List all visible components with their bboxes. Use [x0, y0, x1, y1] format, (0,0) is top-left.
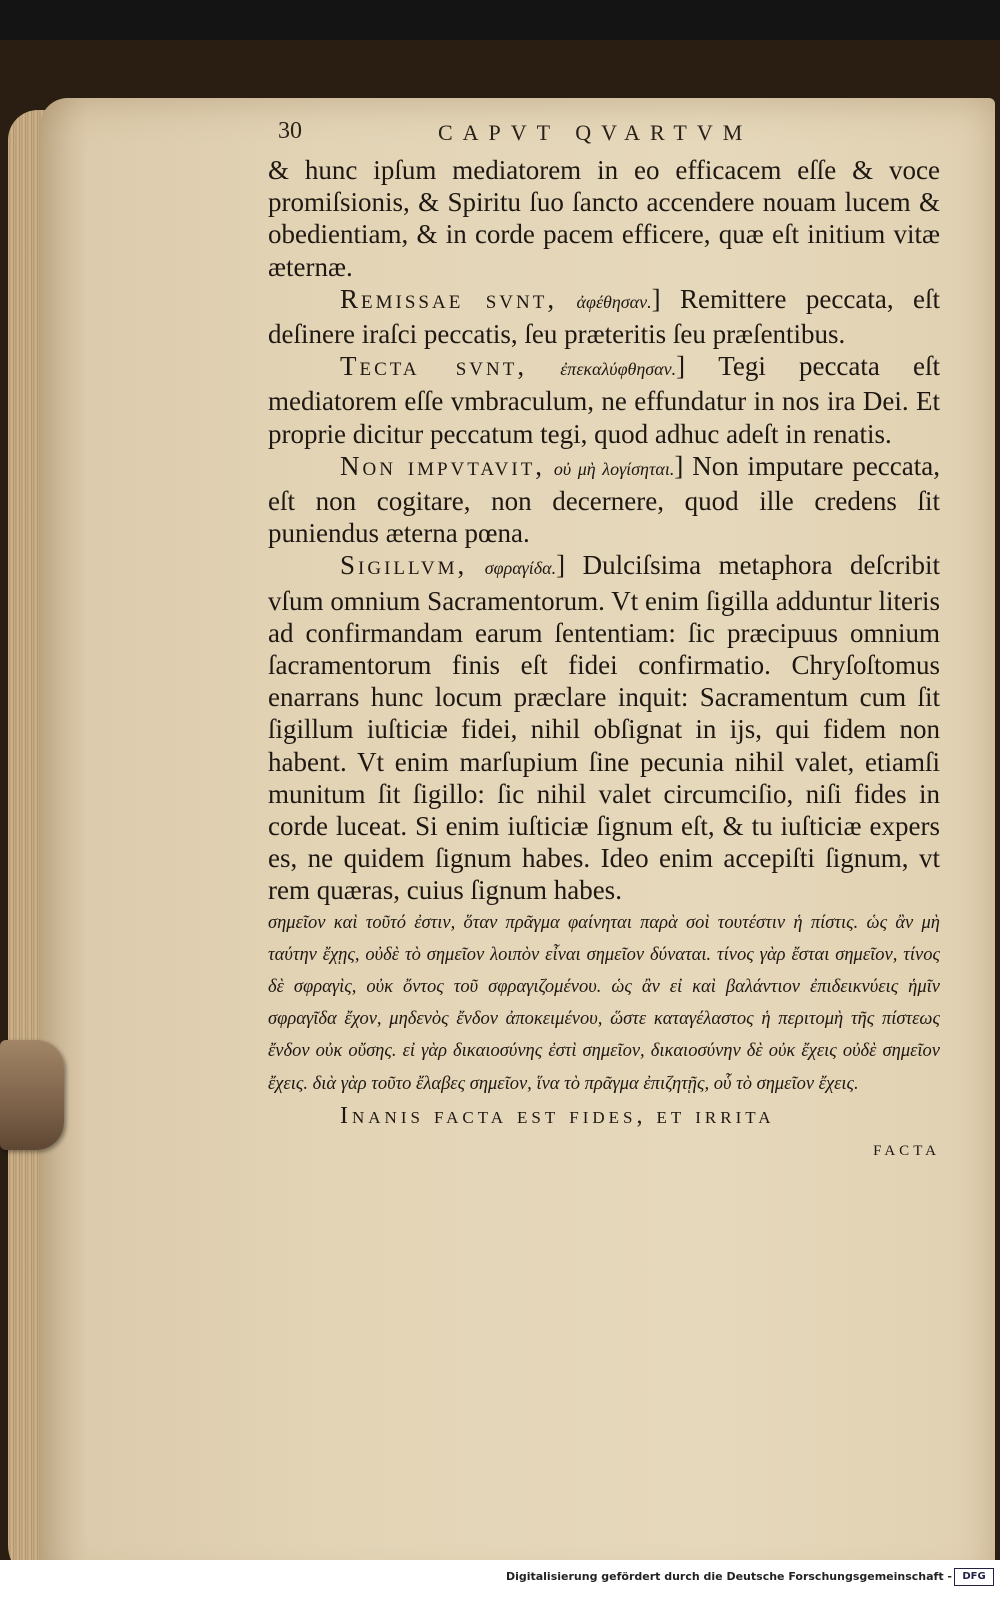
- text-remissae: ] Remittere peccata, eſt deſinere iraſci peccatis, ſeu præteritis ſeu præſentibus.: [268, 283, 941, 350]
- greek-tecta: ἐπεκαλύφθησαν.: [560, 359, 677, 380]
- clasp: [0, 1040, 64, 1150]
- lemma-remissae: Remissae svnt,: [340, 283, 558, 314]
- lemma-non-imputavit: Non impvtavit,: [340, 450, 546, 481]
- footer-credit: Digitalisierung gefördert durch die Deutsche Forschungsgemeinschaft -: [505, 1570, 952, 1583]
- paragraph-1: & hunc ipſum mediatorem in eo efficacem eſſe & voce promiſsionis, & Spiritu ſuo ſancto accendere nouam lucem & obedientiam, & in corde pacem efficere, quæ eſt initium vitæ æternæ.: [268, 155, 940, 282]
- greek-sigillum: σφραγίδα.: [484, 558, 557, 579]
- greek-quotation: σημεῖον καὶ τοῦτό ἐστιν, ὅταν πρᾶγμα φαίνηται παρὰ σοὶ τουτέστιν ἡ πίστις. ὡς ἂν μὴ ταύτην ἔχῃς, οὐδὲ τὸ σημεῖον λοιπὸν εἶναι σημεῖον δύναται. τίνος γὰρ ἔσται σημεῖον, τίνος δὲ σφραγὶς, οὐκ ὄντος τοῦ σφραγιζομένου. ὡς ἂν εἰ καὶ βαλάντιον ἐπιδεικνύεις ἡμῖν σφραγῖδα ἔχον, μηδενὸς ἔνδον ἀποκειμένου, ὥστε καταγέλαστος ἡ περιτομὴ τῆς πίστεως ἔνδον οὐκ οὔσης. εἰ γὰρ δικαιοσύνης ἐστὶ σημεῖον, δικαιοσύνην δὲ οὐκ ἔχεις οὐδὲ σημεῖον ἔχεις. διὰ γὰρ τοῦτο ἔλαβες σημεῖον, ἵνα τὸ πρᾶγμα ἐπιζητῇς, οὗ τὸ σημεῖον ἔχεις.: [268, 912, 940, 1094]
- footer-bar: [0, 1560, 1000, 1600]
- text-tecta: ] Tegi peccata eſt mediatorem eſſe vmbraculum, ne effundatur in nos ira Dei. Et proprie dicitur peccatum tegi, quod adhuc adeſt in renatis.: [268, 351, 941, 449]
- paragraph-tecta: [268, 350, 940, 450]
- body-text: [268, 154, 940, 1164]
- lemma-tecta: Tecta svnt,: [340, 351, 528, 382]
- dfg-logo: DFG: [954, 1568, 994, 1586]
- chapter-title: CAPVT QVARTVM: [438, 120, 753, 145]
- running-head: [278, 118, 838, 154]
- greek-remissae: ἀφέθησαν.: [576, 291, 652, 312]
- paragraph-remissae: [268, 283, 940, 350]
- next-lemma: Inanis facta est fides, et irrita: [340, 1102, 775, 1129]
- lemma-sigillum: Sigillvm,: [340, 550, 468, 581]
- paragraph-sigillum: [268, 549, 940, 906]
- greek-non-imputavit: οὐ μὴ λογίσηται.: [553, 458, 675, 479]
- paragraph-non-imputavit: [268, 450, 940, 550]
- catchword: facta: [873, 1136, 940, 1161]
- text-non-imputavit: ] Non imputare peccata, eſt non cogitare, non decernere, quod ille credens ſit puniendus æterna pœna.: [268, 450, 940, 549]
- text-sigillum: ] Dulciſsima metaphora deſcribit vſum omnium Sacramentorum. Vt enim ſigilla adduntur literis ad confirmandam earum ſententiam: ſic præcipuus omnium ſacramentorum finis eſt fidei confirmatio. Chryſoſtomus enarrans hunc locum præclare inquit: Sacramentum cum ſit ſigillum iuſticiæ fidei, nihil obſignat in ijs, qui fidem non habent. Vt enim marſupium ſine pecunia nihil valet, etiamſi munitum ſit ſigillo: ſic nihil valet circumciſio, niſi fides in corde luceat. Si enim iuſticiæ ſignum eſt, & tu iuſticiæ expers es, ne quidem ſignum habes. Ideo enim accepiſti ſignum, vt rem quæras, cuius ſignum habes.: [268, 550, 940, 906]
- page-number: 30: [278, 118, 302, 144]
